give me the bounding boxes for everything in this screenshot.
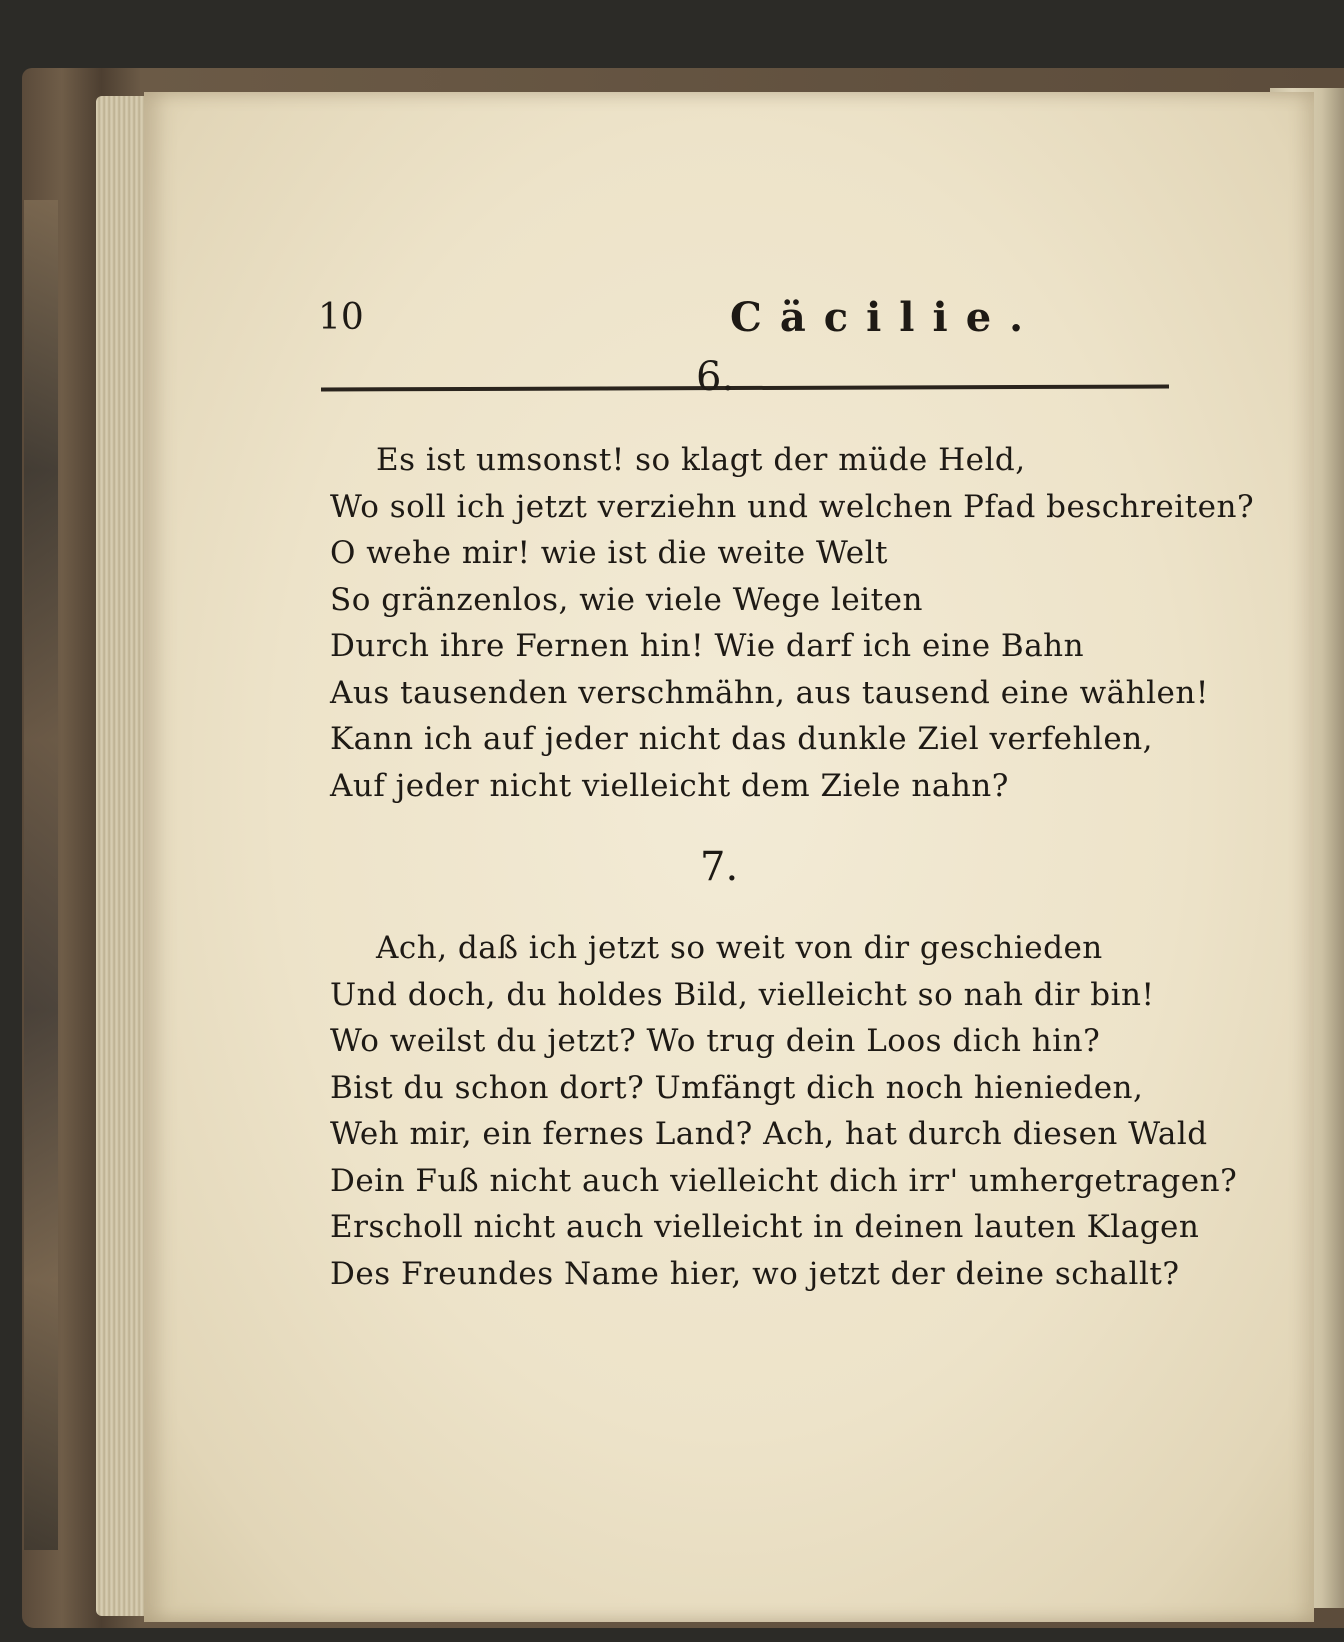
section-number-6: 6. [696, 354, 735, 400]
verse-line: Und doch, du holdes Bild, vielleicht so nah dir bin! [330, 976, 1155, 1013]
verse-line: Auf jeder nicht vielleicht dem Ziele nahn? [330, 767, 1009, 804]
page-number: 10 [318, 297, 364, 338]
verse-line: Des Freundes Name hier, wo jetzt der deine schallt? [330, 1255, 1180, 1292]
verse-stanza-6 [330, 437, 1254, 809]
verse-line: Wo soll ich jetzt verziehn und welchen Pfad beschreiten? [330, 488, 1255, 525]
verse-line: Weh mir, ein fernes Land? Ach, hat durch diesen Wald [330, 1116, 1208, 1152]
verse-line: Wo weilst du jetzt? Wo trug dein Loos dich hin? [330, 1023, 1101, 1059]
verse-stanza-7 [330, 925, 1237, 1297]
book-page [144, 92, 1314, 1622]
verse-line: Es ist umsonst! so klagt der müde Held, [376, 442, 1026, 478]
verse-line: Erscholl nicht auch vielleicht in deinen lauten Klagen [330, 1209, 1200, 1245]
verse-line: Durch ihre Fernen hin! Wie darf ich eine Bahn [330, 628, 1085, 664]
verse-line: So gränzenlos, wie viele Wege leiten [330, 581, 923, 618]
verse-line: Kann ich auf jeder nicht das dunkle Ziel verfehlen, [330, 721, 1154, 757]
verse-line: Ach, daß ich jetzt so weit von dir geschieden [376, 930, 1103, 966]
worn-spine [24, 200, 58, 1550]
page-content [144, 92, 1314, 1622]
verse-line: Bist du schon dort? Umfängt dich noch hienieden, [330, 1069, 1144, 1106]
header-rule [321, 385, 1169, 392]
verse-line: Aus tausenden verschmähn, aus tausend eine wählen! [330, 674, 1209, 711]
verse-line: Dein Fuß nicht auch vielleicht dich irr' umhergetragen? [330, 1162, 1238, 1199]
verse-line: O wehe mir! wie ist die weite Welt [330, 535, 889, 571]
running-title: Cäcilie. [730, 294, 1042, 341]
section-number-7: 7. [700, 844, 739, 890]
